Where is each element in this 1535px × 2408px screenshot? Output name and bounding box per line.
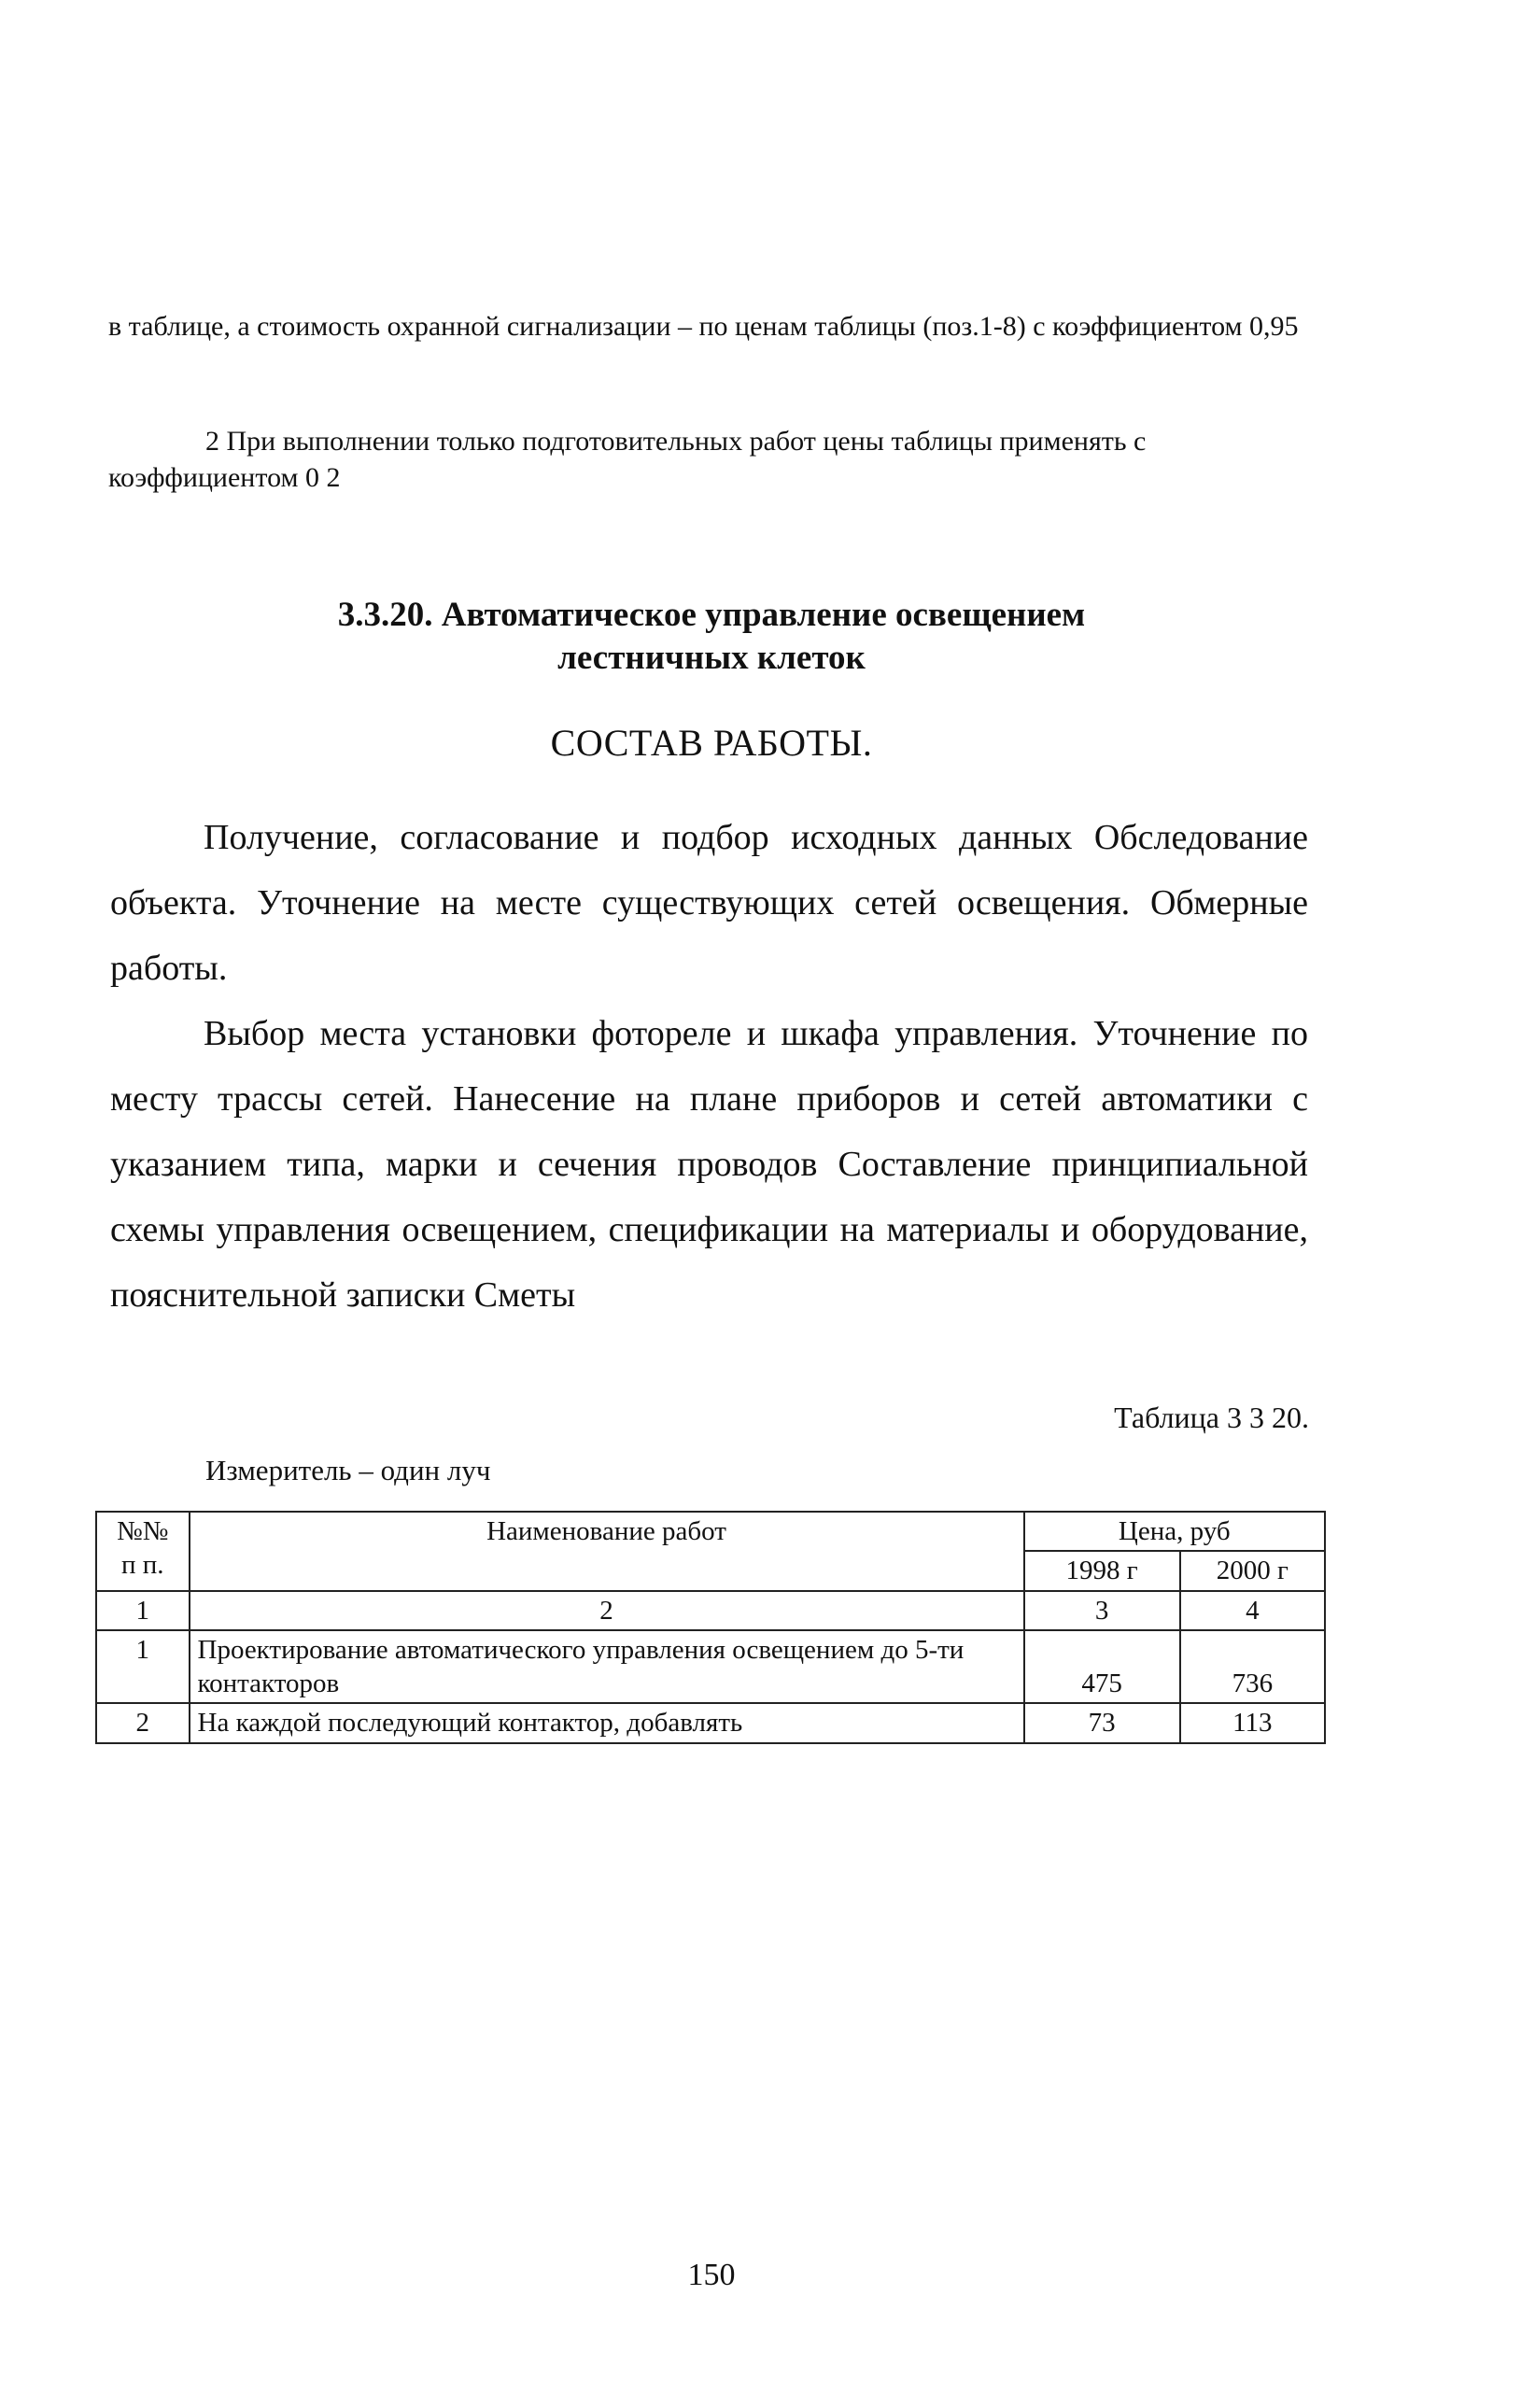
price-table (95, 1511, 1326, 1744)
table-column-numbers-row (96, 1591, 1325, 1630)
row-number: 1 (96, 1630, 190, 1704)
row-number: 2 (96, 1703, 190, 1742)
row-name: Проектирование автоматического управления освещением до 5-ти контакторов (190, 1630, 1024, 1704)
section-title-line-1: 3.3.20. Автоматическое управление освещением (337, 596, 1086, 634)
row-price-1998: 73 (1024, 1703, 1180, 1742)
section-subtitle: СОСТАВ РАБОТЫ. (550, 722, 873, 764)
note-text-2: 2 При выполнении только подготовительных работ цены таблицы применять с коэффициентом 0 2 (108, 426, 1147, 493)
header-number-line-2: п п. (120, 1550, 164, 1581)
row-price-1998: 475 (1024, 1630, 1180, 1704)
header-name: Наименование работ (190, 1512, 1024, 1591)
header-price: Цена, руб (1024, 1512, 1325, 1551)
section-title-line-2: лестничных клеток (557, 639, 866, 677)
column-number: 4 (1180, 1591, 1325, 1630)
body-paragraph-1: Получение, согласование и подбор исходных данных Обследование объекта. Уточнение на месте существующих сетей освещения. Обмерные работы. (110, 818, 1308, 988)
row-price-2000: 736 (1180, 1630, 1325, 1704)
header-year-2000: 2000 г (1180, 1551, 1325, 1590)
table-row (96, 1630, 1325, 1704)
header-number (96, 1512, 190, 1591)
table-caption: Таблица 3 3 20. (1114, 1401, 1309, 1434)
table-measure-unit: Измеритель – один луч (205, 1454, 491, 1486)
column-number: 1 (96, 1591, 190, 1630)
note-text-1: в таблице, а стоимость охранной сигнализации – по ценам таблицы (поз.1-8) с коэффициентом 0,95 (108, 311, 1299, 342)
header-number-line-1: №№ (117, 1516, 169, 1546)
body-paragraph-2: Выбор места установки фотореле и шкафа управления. Уточнение по месту трассы сетей. Нанесение на плане приборов и сетей автоматики с указанием типа, марки и сечения проводов Составление принципиальной схемы управления освещением, спецификации на материалы и оборудование, пояснительной записки Сметы (110, 1014, 1308, 1315)
table-header-row (96, 1512, 1325, 1551)
column-number: 3 (1024, 1591, 1180, 1630)
row-price-2000: 113 (1180, 1703, 1325, 1742)
column-number: 2 (190, 1591, 1024, 1630)
header-year-1998: 1998 г (1024, 1551, 1180, 1590)
section-title (0, 594, 1423, 680)
page-number: 150 (687, 2258, 736, 2292)
row-name: На каждой последующий контактор, добавлять (190, 1703, 1024, 1742)
table-row (96, 1703, 1325, 1742)
